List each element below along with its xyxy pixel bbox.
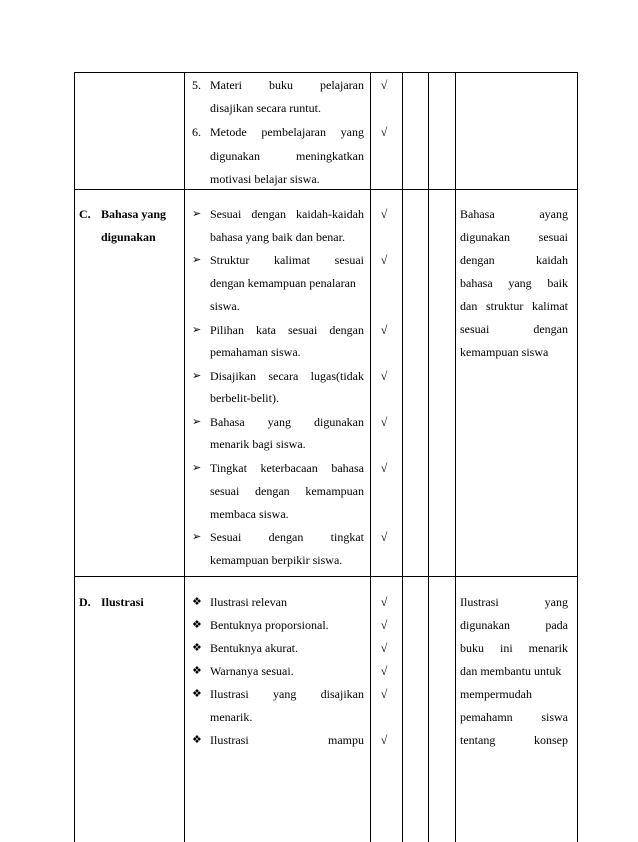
word: kaidah [536, 253, 568, 267]
check-mark: √ [380, 733, 388, 747]
evaluation-table [74, 72, 578, 842]
word: digunakan [460, 230, 510, 244]
word: Ilustrasi [210, 687, 249, 701]
note-line [460, 732, 568, 748]
word: digunakan [460, 618, 510, 632]
section-c-letter: C. [79, 207, 91, 221]
word: sesuai [334, 253, 364, 267]
word: yang [508, 276, 532, 290]
diamond-bullet-icon: ❖ [192, 665, 202, 677]
note-line [460, 229, 568, 245]
criterion-line: menarik bagi siswa. [210, 437, 306, 451]
criterion-line [210, 252, 364, 268]
criterion-line [210, 206, 364, 222]
column-divider [184, 72, 185, 842]
word: dengan [255, 484, 290, 498]
word: dengan [268, 530, 304, 544]
word: dengan [533, 322, 568, 336]
diamond-bullet-icon: ❖ [192, 596, 202, 608]
word: ini [500, 641, 513, 655]
criterion-line: berbelit-belit). [210, 391, 279, 405]
note-line [460, 709, 568, 725]
note-line [460, 206, 568, 222]
word: Sesuai [210, 207, 242, 221]
word: tingkat [330, 530, 364, 544]
word: konsep [534, 733, 568, 747]
note-line: kemampuan siswa [460, 345, 549, 359]
arrow-bullet-icon: ➢ [192, 324, 202, 336]
word: kata [256, 323, 277, 337]
criterion-line [210, 368, 364, 384]
criterion-line [210, 77, 364, 93]
item-number: 6. [192, 125, 201, 139]
word: Materi [210, 78, 242, 92]
word: Ilustrasi [460, 595, 499, 609]
arrow-bullet-icon: ➢ [192, 254, 202, 266]
criterion-line [210, 483, 364, 499]
word: Metode [210, 125, 247, 139]
note-line [460, 321, 568, 337]
criterion-line [210, 460, 364, 476]
criterion-line: bahasa yang baik dan benar. [210, 230, 345, 244]
word: dengan [329, 323, 364, 337]
word: pembelajaran [261, 125, 326, 139]
word: kalimat [274, 253, 310, 267]
word: siswa [541, 710, 568, 724]
criterion-line: Warnanya sesuai. [210, 664, 294, 678]
word: yang [267, 415, 291, 429]
section-c-label-line-2: digunakan [101, 230, 156, 244]
note-line [460, 298, 568, 314]
word: lugas(tidak [310, 369, 364, 383]
section-d-letter: D. [79, 595, 91, 609]
criterion-line: menarik. [210, 710, 253, 724]
word: baik [547, 276, 568, 290]
word: pemahamn [460, 710, 513, 724]
word: dengan [460, 253, 495, 267]
check-mark: √ [380, 369, 388, 383]
word: pada [545, 618, 568, 632]
word: digunakan [210, 149, 260, 163]
criterion-line: motivasi belajar siswa. [210, 172, 320, 186]
diamond-bullet-icon: ❖ [192, 619, 202, 631]
check-mark: √ [380, 530, 388, 544]
word: keterbacaan [260, 461, 318, 475]
check-mark: √ [380, 323, 388, 337]
note-line [460, 594, 568, 610]
word: dengan [251, 207, 287, 221]
word: bahasa [331, 461, 364, 475]
check-mark: √ [380, 207, 388, 221]
criterion-line: membaca siswa. [210, 507, 289, 521]
check-mark: √ [380, 253, 388, 267]
word: yang [340, 125, 364, 139]
table-border-top [74, 72, 578, 73]
word: buku [460, 641, 484, 655]
word: pelajaran [320, 78, 364, 92]
word: ayang [539, 207, 568, 221]
criterion-line: pemahaman siswa. [210, 345, 301, 359]
column-divider [428, 72, 429, 842]
criterion-line: Ilustrasi relevan [210, 595, 287, 609]
word: sesuai [538, 230, 568, 244]
word: mampu [328, 733, 364, 747]
criterion-line [210, 322, 364, 338]
check-mark: √ [380, 125, 388, 139]
criterion-line: Bentuknya akurat. [210, 641, 298, 655]
word: Sesuai [210, 530, 242, 544]
criterion-line: siswa. [210, 299, 240, 313]
word: Tingkat [210, 461, 247, 475]
check-mark: √ [380, 664, 388, 678]
check-mark: √ [380, 78, 388, 92]
note-line: dan membantu untuk [460, 664, 562, 678]
criterion-line: dengan kemampuan penalaran [210, 276, 356, 290]
row-divider [74, 576, 578, 577]
check-mark: √ [380, 641, 388, 655]
note-line [460, 252, 568, 268]
arrow-bullet-icon: ➢ [192, 208, 202, 220]
section-c-label-line-1: Bahasa yang [101, 207, 167, 221]
word: Bahasa [460, 207, 495, 221]
word: Struktur [210, 253, 250, 267]
word: sesuai [460, 322, 490, 336]
check-mark: √ [380, 595, 388, 609]
check-mark: √ [380, 461, 388, 475]
criterion-line [210, 414, 364, 430]
criterion-line [210, 686, 364, 702]
arrow-bullet-icon: ➢ [192, 370, 202, 382]
arrow-bullet-icon: ➢ [192, 416, 202, 428]
word: kemampuan [305, 484, 364, 498]
check-mark: √ [380, 415, 388, 429]
column-divider [402, 72, 403, 842]
word: sesuai [288, 323, 318, 337]
note-line [460, 640, 568, 656]
word: kalimat [531, 299, 568, 313]
check-mark: √ [380, 618, 388, 632]
section-d-label-line-1: Ilustrasi [101, 595, 144, 609]
diamond-bullet-icon: ❖ [192, 688, 202, 700]
note-line [460, 275, 568, 291]
word: yang [544, 595, 568, 609]
word: dan [460, 299, 478, 313]
word: Pilihan [210, 323, 245, 337]
word: yang [273, 687, 297, 701]
word: sesuai [210, 484, 240, 498]
diamond-bullet-icon: ❖ [192, 642, 202, 654]
criterion-line [210, 148, 364, 164]
word: bahasa [460, 276, 493, 290]
word: buku [269, 78, 294, 92]
row-divider [74, 189, 578, 190]
word: Bahasa [210, 415, 245, 429]
column-divider [455, 72, 456, 842]
word: meningkatkan [296, 149, 364, 163]
criterion-line: Bentuknya proporsional. [210, 618, 329, 632]
criterion-line [210, 124, 364, 140]
word: struktur [485, 299, 524, 313]
check-mark: √ [380, 687, 388, 701]
arrow-bullet-icon: ➢ [192, 462, 202, 474]
table-border-right [577, 72, 578, 842]
criterion-line [210, 732, 364, 748]
column-divider [370, 72, 371, 842]
word: secara [268, 369, 299, 383]
criterion-line: disajikan secara runtut. [210, 101, 321, 115]
criterion-line [210, 529, 364, 545]
criterion-line: kemampuan berpikir siswa. [210, 553, 343, 567]
note-line [460, 617, 568, 633]
item-number: 5. [192, 78, 201, 92]
word: disajikan [320, 687, 364, 701]
table-border-left [74, 72, 75, 842]
note-line: mempermudah [460, 687, 532, 701]
word: tentang [460, 733, 496, 747]
word: kaidah-kaidah [296, 207, 364, 221]
word: digunakan [313, 415, 364, 429]
word: menarik [528, 641, 568, 655]
word: Disajikan [210, 369, 256, 383]
diamond-bullet-icon: ❖ [192, 734, 202, 746]
word: Ilustrasi [210, 733, 249, 747]
arrow-bullet-icon: ➢ [192, 531, 202, 543]
